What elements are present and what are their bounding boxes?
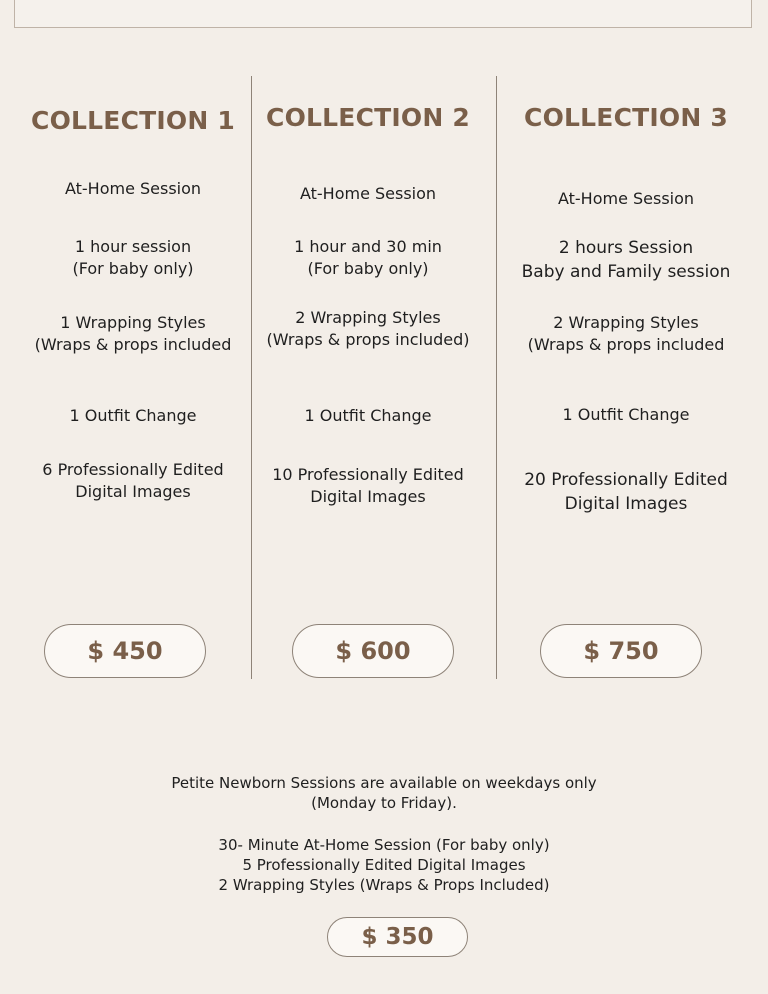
outfit-change: 1 Outfit Change (304, 406, 432, 425)
wrapping-styles-line-1: 2 Wrapping Styles (295, 308, 441, 327)
wrapping-styles-line-1: 1 Wrapping Styles (60, 313, 206, 332)
wrapping-styles-line-2: (Wraps & props included (34, 335, 232, 354)
edited-images-line-1: 20 Professionally Edited (524, 470, 728, 490)
session-duration-line-2: (For baby only) (72, 259, 194, 278)
edited-images-line-1: 10 Professionally Edited (272, 465, 464, 484)
wrapping-styles-line-1: 2 Wrapping Styles (553, 313, 699, 332)
petite-detail-duration: 30- Minute At-Home Session (For baby only) (218, 836, 550, 854)
session-type: At-Home Session (557, 189, 695, 208)
session-duration (18, 236, 248, 280)
petite-detail-wrapping: 2 Wrapping Styles (Wraps & Props Included) (218, 876, 550, 894)
top-panel (14, 0, 752, 28)
petite-details (0, 835, 768, 895)
session-duration (510, 236, 742, 284)
edited-images-line-2: Digital Images (75, 482, 191, 501)
edited-images-line-1: 6 Professionally Edited (42, 460, 224, 479)
session-duration-line-1: 1 hour session (74, 237, 192, 256)
outfit-change: 1 Outfit Change (562, 405, 690, 424)
outfit-change: 1 Outfit Change (69, 406, 197, 425)
wrapping-styles-line-2: (Wraps & props included (527, 335, 725, 354)
collection-title: COLLECTION 3 (524, 103, 728, 132)
petite-availability (0, 773, 768, 813)
edited-images (510, 468, 742, 516)
wrapping-styles (252, 307, 484, 351)
session-duration (252, 236, 484, 280)
collection-title: COLLECTION 2 (266, 103, 470, 132)
petite-availability-line-1: Petite Newborn Sessions are available on weekdays only (171, 774, 597, 792)
session-type: At-Home Session (64, 179, 202, 198)
collection-title: COLLECTION 1 (31, 106, 235, 135)
petite-availability-line-2: (Monday to Friday). (311, 794, 457, 812)
collection-3-price-button[interactable]: $ 750 (540, 624, 702, 678)
session-duration-line-2: Baby and Family session (521, 262, 731, 282)
petite-detail-images: 5 Professionally Edited Digital Images (242, 856, 526, 874)
session-duration-line-1: 1 hour and 30 min (294, 237, 442, 256)
edited-images (18, 459, 248, 503)
collection-2-price-button[interactable]: $ 600 (292, 624, 454, 678)
session-duration-line-2: (For baby only) (307, 259, 429, 278)
collection-1-price-button[interactable]: $ 450 (44, 624, 206, 678)
session-duration-line-1: 2 hours Session (558, 238, 694, 258)
wrapping-styles (510, 312, 742, 356)
column-divider-right (496, 76, 497, 679)
wrapping-styles (18, 312, 248, 356)
edited-images-line-2: Digital Images (564, 494, 688, 514)
wrapping-styles-line-2: (Wraps & props included) (266, 330, 470, 349)
column-divider-left (251, 76, 252, 679)
petite-price-button[interactable]: $ 350 (327, 917, 468, 957)
edited-images (252, 464, 484, 508)
edited-images-line-2: Digital Images (310, 487, 426, 506)
session-type: At-Home Session (299, 184, 437, 203)
